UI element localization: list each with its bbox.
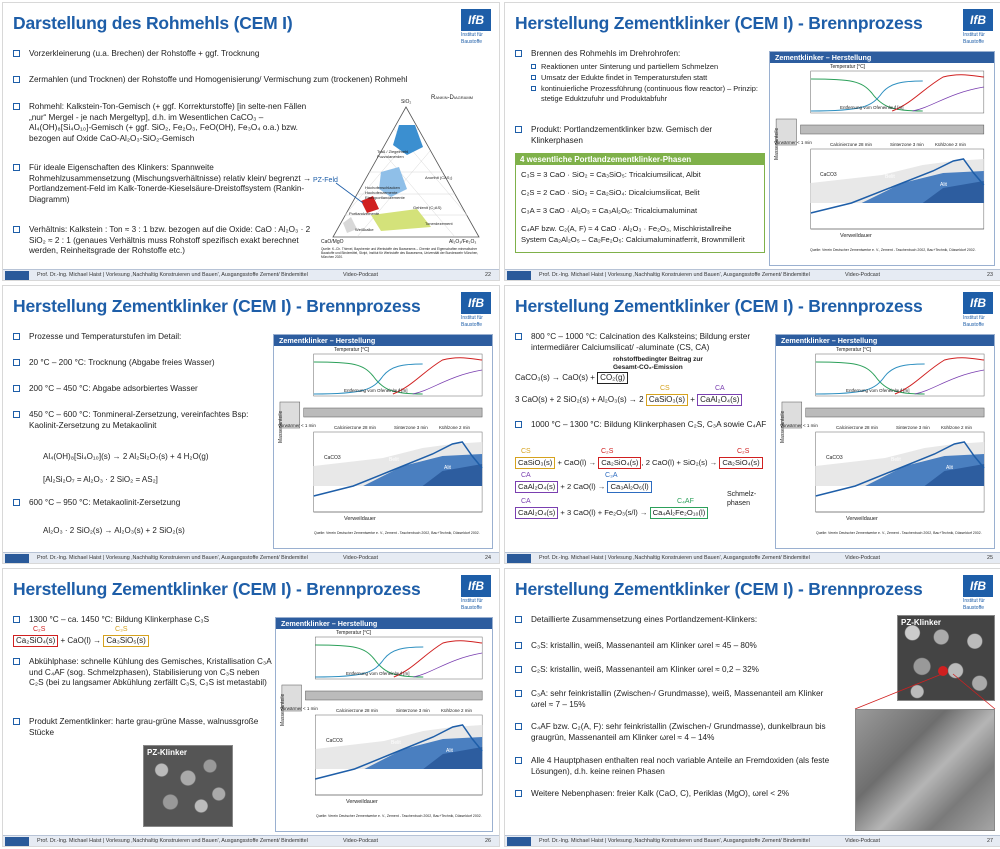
time-label: Vorwärmer < 1 min — [780, 423, 818, 428]
slide-title: Herstellung Zementklinker (CEM I) - Brennprozess — [13, 579, 421, 599]
ifb-logo — [963, 9, 993, 45]
figure-source: Quelle: Verein Deutscher Zementwerke e. V., Zement - Taschenbuch 2002, Bau+Technik, Düsseldorf 2002. — [810, 248, 976, 252]
logo-mark: IfB — [963, 9, 993, 31]
slide-title: Herstellung Zementklinker (CEM I) - Brennprozess — [515, 296, 923, 316]
sub-bullet: Umsatz der Edukte findet in Temperaturstufen statt — [531, 73, 761, 83]
bullet: Detaillierte Zusammensetzung eines Portlandzement-Klinkers: — [515, 615, 835, 626]
clinker-figure — [775, 334, 995, 549]
equation-calcination: CaCO₃(s) → CaO(s) + CO₂(g) — [515, 372, 628, 384]
bullet-square-icon — [515, 50, 522, 57]
ca-label: CA — [521, 498, 531, 505]
c3a-label: C₃A — [605, 472, 618, 479]
page-number: 24 — [485, 555, 491, 561]
logo-mark: IfB — [963, 292, 993, 314]
temp-axis-label: Temperatur [°C] — [836, 347, 872, 353]
kiln-diagram — [274, 346, 492, 536]
figure-title: Zementklinker – Herstellung — [274, 335, 492, 346]
bullet-square-icon — [13, 385, 20, 392]
bullet-square-icon — [515, 333, 522, 340]
time-label: Vorwärmer < 1 min — [774, 140, 812, 145]
bullet: Produkt: Portlandzementklinker bzw. Gemisch der Klinkerphasen — [515, 125, 765, 146]
equation-cs-ca: 3 CaO(s) + 2 SiO₂(s) + Al₂O₃(s) → 2 CaSiO₃(s) + CaAl₂O₄(s) — [515, 394, 742, 406]
logo-mark: IfB — [461, 9, 491, 31]
c2s-label: C₂S — [601, 448, 614, 455]
phase-label: Belit — [885, 174, 895, 180]
university-logo-icon — [507, 837, 531, 846]
y-axis-left-label: Massenanteile — [280, 693, 286, 726]
logo-mark: IfB — [461, 575, 491, 597]
page-number: 26 — [485, 838, 491, 844]
logo-text-1: Institut für — [963, 32, 985, 38]
bullet: Produkt Zementklinker: harte grau-grüne Masse, walnussgroße Stücke — [13, 717, 273, 738]
dist-axis-label: Entfernung vom Ofeneinlauf [m] — [344, 388, 408, 393]
university-logo-icon — [5, 837, 29, 846]
phase-label: Belit — [891, 457, 901, 463]
bullet-square-icon — [13, 658, 20, 665]
bullet: Brennen des Rohmehls im Drehrohrofen: — [515, 49, 765, 60]
bullet-square-icon — [13, 103, 20, 110]
phase-line: C₄AF bzw. C₂(A, F) ≈ 4 CaO · Al₂O₃ · Fe₂O₃, Mischkristallreihe — [521, 224, 732, 233]
bullet: Alle 4 Hauptphasen enthalten real noch variable Anteile an Fremdoxiden (als feste Lösungen), d.h. keine reinen Phasen — [515, 756, 835, 777]
time-label: Sinterzone 3 min — [890, 142, 924, 147]
time-label: Sinterzone 3 min — [896, 425, 930, 430]
clinker-photo — [143, 745, 233, 827]
time-label: Sinterzone 3 min — [394, 425, 428, 430]
sub-bullet-icon — [531, 86, 536, 91]
equation-c3a: CaAl₂O₄(s) + 2 CaO(l) → Ca₃Al₂O₆(l) — [515, 481, 652, 493]
phase-line: System Ca₂Al₂O₅ – Ca₂Fe₂O₅: Calciumaluminatferrit, Brownmillerit — [521, 235, 745, 244]
time-label: Vorwärmer < 1 min — [280, 706, 318, 711]
dist-axis-label: Entfernung vom Ofeneinlauf [m] — [346, 671, 410, 676]
footer: Prof. Dr.-Ing. Michael Haist | Vorlesung ‚Nachhaltig Konstruieren und Bauen', Ausgangsstoffe Zement/ Bindemittel Video-Podcast 23 — [505, 269, 1000, 280]
dist-axis-label: Entfernung vom Ofeneinlauf [m] — [846, 388, 910, 393]
bullet-square-icon — [515, 666, 522, 673]
bullet: C₂S: kristallin, weiß, Massenanteil am Klinker ωrel ≈ 0,2 – 32% — [515, 665, 835, 676]
apex-left-label: CaO/MgO — [321, 239, 344, 245]
ca-label: CA — [715, 385, 725, 392]
phase-label: Belit — [389, 457, 399, 463]
bullet-square-icon — [515, 126, 522, 133]
cs-label: CS — [521, 448, 531, 455]
bullet-square-icon — [13, 333, 20, 340]
microscopy-photo — [855, 709, 995, 831]
co2-note: rohstoffbedingter Beitrag zur Gesamt-CO₂-Emission — [613, 356, 703, 371]
university-logo-icon — [5, 554, 29, 563]
bullet-square-icon — [515, 690, 522, 697]
bullet: 1300 °C – ca. 1450 °C: Bildung Klinkerphase C₃S — [13, 615, 273, 626]
apex-top-label: SiO₂ — [401, 99, 412, 105]
logo-text-2: Baustoffe — [461, 39, 483, 45]
equation: Al₂O₃ · 2 SiO₂(s) → Al₂O₃(s) + 2 SiO₂(s) — [43, 526, 185, 535]
university-logo-icon — [507, 554, 531, 563]
phase-label: CaCO3 — [324, 455, 341, 461]
diagram-source: Quelle: K.-Ch. Thienel, Baychemie und Werkstoffe des Bauwesens – Chemie und Eigenschaften mineralischer Baustoffe und Bindemittel, Skript, Institut für Werkstoffe des Bauwesens, Universität der Bundeswehr München, München 2020. — [321, 247, 479, 259]
temp-axis-label: Temperatur [°C] — [830, 64, 866, 70]
diagram-label: Tonerdezement — [425, 221, 453, 226]
slide-title: Herstellung Zementklinker (CEM I) - Brennprozess — [515, 579, 923, 599]
figure-source: Quelle: Verein Deutscher Zementwerke e. V., Zement - Taschenbuch 2002, Bau+Technik, Düsseldorf 2002. — [816, 531, 982, 535]
bullet-square-icon — [515, 616, 522, 623]
bullet: Prozesse und Temperaturstufen im Detail: — [13, 332, 273, 343]
footer: Prof. Dr.-Ing. Michael Haist | Vorlesung ‚Nachhaltig Konstruieren und Bauen', Ausgangsstoffe Zement/ Bindemittel Video-Podcast 26 — [3, 835, 499, 846]
sub-bullet-icon — [531, 64, 536, 69]
bullet: Rohmehl: Kalkstein-Ton-Gemisch (+ ggf. Korrekturstoffe) [in selte-nen Fällen „nur“ Mergel - je nach Mergeltyp], d.h. im Wesentlichen CaCO₃ – Al₄(OH)₈[Si₄O₁₀]-Gemisch (+ ggf. SiO₂, Fe₂O₃, FeO(OH), Fe₃O₄ o.a.) bzw. bezogen auf Oxide CaO-Al₂O₃-SiO₂-Gemisch — [13, 102, 313, 144]
temp-axis-label: Temperatur [°C] — [334, 347, 370, 353]
bullet: 800 °C – 1000 °C: Calcination des Kalksteins; Bildung erster intermediärer Calciumsilicat/ -aluminate (CS, CA) — [515, 332, 775, 353]
bullet: 200 °C – 450 °C: Abgabe adsorbiertes Wasser — [13, 384, 273, 395]
university-logo-icon — [5, 271, 29, 280]
sub-bullet-icon — [531, 75, 536, 80]
bullet: C₄AF bzw. C₂(A, F): sehr feinkristallin (Zwischen-/ Grundmasse), dunkelbraun bis graugrün, Massenanteil am Klinker ωrel ≈ 4 – 14% — [515, 722, 835, 743]
slide-23 — [504, 2, 1000, 281]
logo-text-2: Baustoffe — [963, 605, 985, 611]
slide-title: Herstellung Zementklinker (CEM I) - Brennprozess — [515, 13, 923, 33]
phase-label: Alit — [940, 182, 947, 188]
time-label: Kühlzone 2 min — [439, 425, 471, 430]
slide-title: Herstellung Zementklinker (CEM I) - Brennprozess — [13, 296, 421, 316]
page-number: 23 — [987, 272, 993, 278]
slide-24 — [2, 285, 500, 564]
temp-axis-label: Temperatur [°C] — [336, 630, 372, 636]
bullet-square-icon — [13, 499, 20, 506]
university-logo-icon — [507, 271, 531, 280]
bullet-square-icon — [515, 642, 522, 649]
x-axis-label: Verweildauer — [846, 516, 878, 522]
clinker-figure — [273, 334, 493, 549]
dist-axis-label: Entfernung vom Ofeneinlauf [m] — [840, 105, 904, 110]
apex-right-label: Al₂O₃/Fe₂O₃ — [449, 239, 477, 245]
c2s-label: C₂S — [33, 626, 46, 633]
c3s-label: C₃S — [115, 626, 128, 633]
phase-label: Alit — [446, 748, 453, 754]
equation-c3s: Ca₂SiO₄(s) + CaO(l) → Ca₃SiO₅(s) — [13, 635, 149, 647]
footer: Prof. Dr.-Ing. Michael Haist | Vorlesung ‚Nachhaltig Konstruieren und Bauen', Ausgangsstoffe Zement/ Bindemittel Video-Podcast 24 — [3, 552, 499, 563]
page-number: 22 — [485, 272, 491, 278]
bullet: 450 °C – 600 °C: Tonmineral-Zersetzung, vereinfachtes Bsp: Kaolinit-Zersetzung zu Metakaolinit — [13, 410, 273, 431]
page-number: 27 — [987, 838, 993, 844]
equation: Al₄(OH)₈[Si₄O₁₀](s) → 2 Al₂Si₂O₇(s) + 4 H₂O(g) — [43, 452, 209, 461]
figure-title: Zementklinker – Herstellung — [276, 618, 492, 629]
bullet-square-icon — [13, 616, 20, 623]
x-axis-label: Verweildauer — [840, 233, 872, 239]
slide-25 — [504, 285, 1000, 564]
schmelzphasen-label: Schmelz-phasen — [727, 491, 757, 507]
phase-box-title: 4 wesentliche Portlandzementklinker-Phasen — [516, 154, 764, 165]
cs-label: CS — [660, 385, 670, 392]
logo-mark: IfB — [963, 575, 993, 597]
photo-caption: PZ-Klinker — [901, 618, 942, 627]
bullet-square-icon — [515, 723, 522, 730]
footer: Prof. Dr.-Ing. Michael Haist | Vorlesung ‚Nachhaltig Konstruieren und Bauen', Ausgangsstoffe Zement/ Bindemittel Video-Podcast 25 — [505, 552, 1000, 563]
bullet: Weitere Nebenphasen: freier Kalk (CaO, C), Periklas (MgO), ωrel < 2% — [515, 789, 835, 800]
bullet: C₃A: sehr feinkristallin (Zwischen-/ Grundmasse), weiß, Massenanteil am Klinker ωrel ≈ 7 – 15% — [515, 689, 835, 710]
ifb-logo — [963, 292, 993, 328]
x-axis-label: Verweildauer — [346, 799, 378, 805]
bullet: 1000 °C – 1300 °C: Bildung Klinkerphasen C₂S, C₃A sowie C₄AF — [515, 420, 775, 431]
bullet: Verhältnis: Kalkstein : Ton ≈ 3 : 1 bzw. bezogen auf die Oxide: CaO : Al₂O₃ · 2 SiO₂ ≈ 2 : 1 (genaues Verhältnis muss Rohstoff spezifisch exakt berechnet werden, Reinheitsgrade der Rohstoffe etc.) — [13, 225, 323, 257]
pz-field-label: PZ-Feld — [313, 177, 338, 184]
ifb-logo — [461, 9, 491, 45]
logo-text-2: Baustoffe — [963, 322, 985, 328]
time-label: Sinterzone 3 min — [396, 708, 430, 713]
diagram-label: Weißkalke — [355, 227, 374, 232]
phase-line: C₃A = 3 CaO · Al₂O₃ = Ca₃Al₂O₆: Tricalciumaluminat — [521, 206, 698, 215]
logo-text-1: Institut für — [461, 315, 483, 321]
diagram-label: Traß / Ziegelmehl Puzzolanerden — [377, 149, 409, 159]
phase-label: CaCO3 — [826, 455, 843, 461]
sub-bullet: kontinuierliche Prozessführung (continuous flow reactor) – Prinzip: stetige Eduktzufuhr und Produktabfuhr — [531, 84, 761, 103]
bullet-square-icon — [13, 76, 20, 83]
figure-source: Quelle: Verein Deutscher Zementwerke e. V., Zement - Taschenbuch 2002, Bau+Technik, Düsseldorf 2002. — [316, 814, 482, 818]
co2-box: CO₂(g) — [597, 372, 628, 384]
footer: Prof. Dr.-Ing. Michael Haist | Vorlesung ‚Nachhaltig Konstruieren und Bauen', Ausgangsstoffe Zement/ Bindemittel Video-Podcast 27 — [505, 835, 1000, 846]
phase-label: Belit — [391, 740, 401, 746]
phase-box — [515, 153, 765, 253]
figure-source: Quelle: Verein Deutscher Zementwerke e. V., Zement - Taschenbuch 2002, Bau+Technik, Düsseldorf 2002. — [314, 531, 480, 535]
phase-line: C₂S = 2 CaO · SiO₂ = Ca₂SiO₄: Dicalciumsilicat, Belit — [521, 188, 700, 197]
bullet-square-icon — [515, 421, 522, 428]
equation-c2s: CaSiO₃(s) + CaO(l) → Ca₂SiO₄(s) , 2 CaO(l) + SiO₂(s) → Ca₂SiO₄(s) — [515, 457, 763, 469]
logo-text-1: Institut für — [461, 598, 483, 604]
bullet-square-icon — [13, 359, 20, 366]
logo-text-2: Baustoffe — [963, 39, 985, 45]
slide-26 — [2, 568, 500, 847]
phase-label: CaCO3 — [326, 738, 343, 744]
bullet: Zermahlen (und Trocknen) der Rohstoffe und Homogenisierung/ Vermischung zum (trockenen) Rohmehl — [13, 75, 493, 86]
bullet: 20 °C – 200 °C: Trocknung (Abgabe freies Wasser) — [13, 358, 273, 369]
logo-mark: IfB — [461, 292, 491, 314]
time-label: Vorwärmer < 1 min — [278, 423, 316, 428]
equation-c4af: CaAl₂O₄(s) + 3 CaO(l) + Fe₂O₃(s/l) → Ca₄Al₂Fe₂O₁₀(l) — [515, 507, 708, 519]
logo-text-1: Institut für — [461, 32, 483, 38]
bullet: Für ideale Eigenschaften des Klinkers: Spannweite Rohmehlzusammensetzung (Mischungsverhältnisse) relativ klein/ begrenzt → Portlandzement-Feld im Kalk-Tonerde-Kieselsäure-Dreistoffsystem (Rankin-Diagramm) — [13, 163, 313, 205]
kiln-diagram — [776, 346, 994, 536]
kiln-diagram — [770, 63, 994, 253]
y-axis-left-label: Massenanteile — [774, 127, 780, 160]
bullet: 600 °C – 950 °C: Metakaolinit-Zersetzung — [13, 498, 273, 509]
slide-27 — [504, 568, 1000, 847]
bullet: Vorzerkleinerung (u.a. Brechen) der Rohstoffe + ggf. Trocknung — [13, 49, 493, 60]
slide-title: Darstellung des Rohmehls (CEM I) — [13, 13, 293, 33]
diagram-title: Rankin-Diagramm — [431, 95, 473, 101]
bullet-square-icon — [13, 718, 20, 725]
figure-title: Zementklinker – Herstellung — [776, 335, 994, 346]
time-label: Calcinierzone 28 min — [334, 425, 377, 430]
c4af-label: C₄AF — [677, 498, 694, 505]
bullet-square-icon — [515, 790, 522, 797]
clinker-figure — [769, 51, 995, 266]
equation: [Al₂Si₂O₇ = Al₂O₃ · 2 SiO₂ = AS₂] — [43, 475, 158, 484]
phase-line: C₃S = 3 CaO · SiO₂ = Ca₃SiO₅: Tricalciumsilicat, Albit — [521, 170, 701, 179]
time-label: Calcinierzone 28 min — [836, 425, 879, 430]
bullet-square-icon — [13, 226, 20, 233]
bullet-square-icon — [13, 50, 20, 57]
time-label: Calcinierzone 28 min — [830, 142, 873, 147]
diagram-label: Gehlenit (C₂AS) — [413, 205, 442, 210]
bullet: Abkühlphase: schnelle Kühlung des Gemisches, Kristallisation C₃A und C₄AF (sog. Schmelzphasen), Stabilisierung von C₃S neben C₂S (bei zu langsamer Abkühlung zerfällt C₃S, C₃S ist metastabil) — [13, 657, 273, 689]
page-number: 25 — [987, 555, 993, 561]
ifb-logo — [461, 292, 491, 328]
logo-text-2: Baustoffe — [461, 322, 483, 328]
figure-title: Zementklinker – Herstellung — [770, 52, 994, 63]
time-label: Kühlzone 2 min — [941, 425, 973, 430]
diagram-label: Hochofenschlacken Hochofenzemente Eisenportlandzemente — [365, 185, 405, 200]
ca-label: CA — [521, 472, 531, 479]
footer: Prof. Dr.-Ing. Michael Haist | Vorlesung ‚Nachhaltig Konstruieren und Bauen', Ausgangsstoffe Zement/ Bindemittel Video-Podcast 22 — [3, 269, 499, 280]
phase-label: Alit — [444, 465, 451, 471]
y-axis-left-label: Massenanteile — [780, 410, 786, 443]
x-axis-label: Verweildauer — [344, 516, 376, 522]
ifb-logo — [461, 575, 491, 611]
logo-text-1: Institut für — [963, 598, 985, 604]
diagram-label: Portlandzemente — [349, 211, 380, 216]
time-label: Kühlzone 2 min — [935, 142, 967, 147]
bullet-square-icon — [13, 164, 20, 171]
y-axis-left-label: Massenanteile — [278, 410, 284, 443]
time-label: Kühlzone 2 min — [441, 708, 473, 713]
c2s-label: C₂S — [737, 448, 750, 455]
time-label: Calcinierzone 28 min — [336, 708, 379, 713]
bullet-square-icon — [515, 757, 522, 764]
bullet-square-icon — [13, 411, 20, 418]
bullet: C₃S: kristallin, weiß, Massenanteil am Klinker ωrel ≈ 45 – 80% — [515, 641, 835, 652]
phase-label: Alit — [946, 465, 953, 471]
phase-label: CaCO3 — [820, 172, 837, 178]
ifb-logo — [963, 575, 993, 611]
logo-text-1: Institut für — [963, 315, 985, 321]
logo-text-2: Baustoffe — [461, 605, 483, 611]
sub-bullet: Reaktionen unter Sinterung und partiellem Schmelzen — [531, 62, 761, 72]
kiln-diagram — [276, 629, 492, 819]
clinker-figure — [275, 617, 493, 832]
diagram-label: Anorthit (CAS₂) — [425, 175, 453, 180]
photo-caption: PZ-Klinker — [147, 748, 188, 757]
rankin-diagram — [313, 95, 491, 267]
slide-22 — [2, 2, 500, 281]
